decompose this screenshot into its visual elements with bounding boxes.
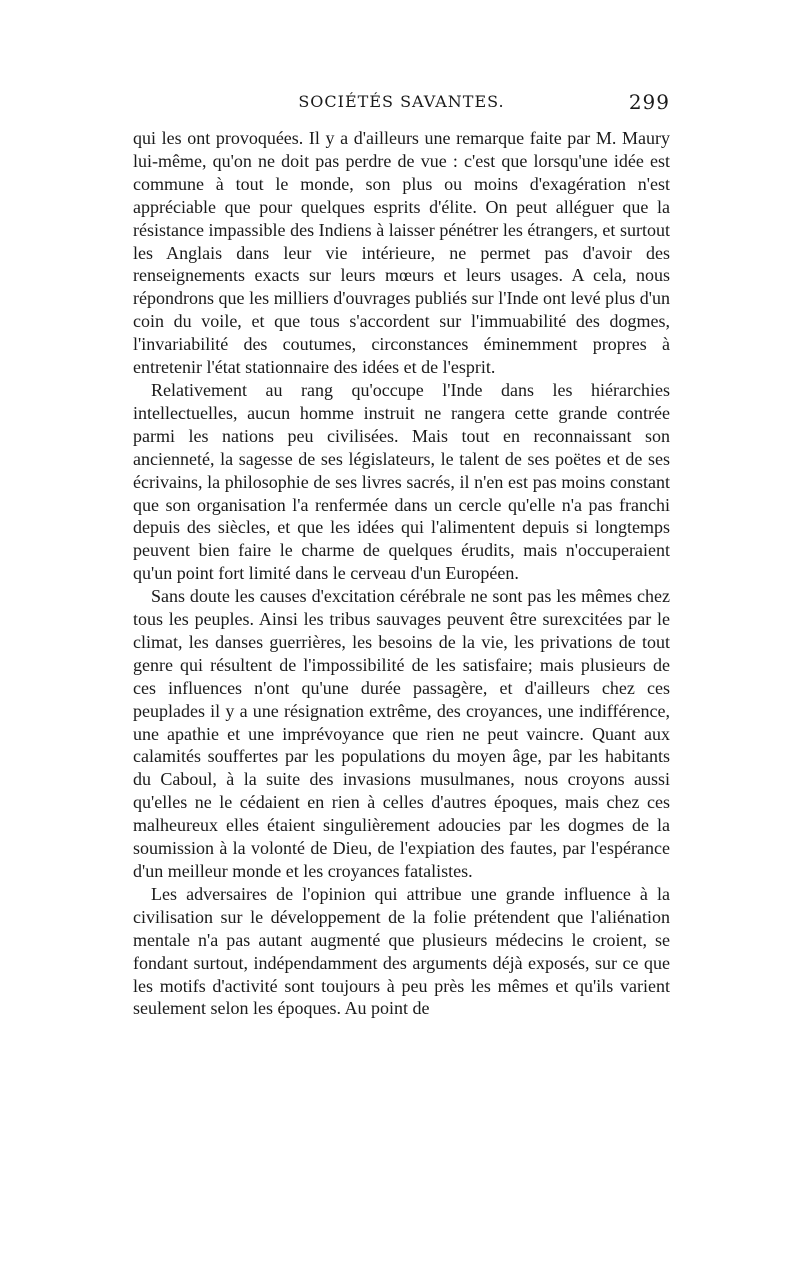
running-head — [133, 90, 670, 114]
paragraph-1: qui les ont provoquées. Il y a d'ailleurs une remarque faite par M. Maury lui-même, qu'on ne doit pas perdre de vue : c'est que lorsqu'une idée est commune à tout le monde, son plus ou moins d'exagération n'est appréciable que pour quelques esprits d'élite. On peut alléguer que la résistance impassible des Indiens à laisser pénétrer les étrangers, et surtout les Anglais dans leur vie intérieure, ne permet pas d'avoir des renseignements exacts sur leurs mœurs et leurs usages. A cela, nous répondrons que les milliers d'ouvrages publiés sur l'Inde ont levé plus d'un coin du voile, et que tous s'accordent sur l'immuabilité des dogmes, l'invariabilité des coutumes, circonstances éminemment propres à entretenir l'état stationnaire des idées et de l'esprit. — [133, 128, 670, 378]
page-number: 299 — [628, 90, 670, 114]
running-title: SOCIÉTÉS SAVANTES. — [298, 92, 505, 111]
paragraph-4: Les adversaires de l'opinion qui attribue une grande influence à la civilisation sur le développement de la folie prétendent que l'aliénation mentale n'a pas autant augmenté que plusieurs médecins le croient, se fondant surtout, indépendamment des arguments déjà exposés, sur ce que les motifs d'activité sont toujours à peu près les mêmes et qu'ils varient seulement selon les époques. Au point de — [133, 883, 670, 1019]
paragraph-3: Sans doute les causes d'excitation cérébrale ne sont pas les mêmes chez tous les peuples. Ainsi les tribus sauvages peuvent être surexcitées par le climat, les danses guerrières, les besoins de la vie, les privations de tout genre qui résultent de l'impossibilité de les satisfaire; mais plusieurs de ces influences n'ont qu'une durée passagère, et d'ailleurs chez ces peuplades il y a une résignation extrême, des croyances, une indifférence, une apathie et une imprévoyance que rien ne peut vaincre. Quant aux calamités souffertes par les populations du moyen âge, par les habitants du Caboul, à la suite des invasions musulmanes, nous croyons aussi qu'elles ne le cédaient en rien à celles d'autres époques, mais chez ces malheureux elles étaient singulièrement adoucies par les dogmes de la soumission à la volonté de Dieu, de l'expiation des fautes, par l'espérance d'un meilleur monde et les croyances fatalistes. — [133, 586, 670, 881]
text-block — [133, 127, 670, 1020]
paragraph-2: Relativement au rang qu'occupe l'Inde dans les hiérarchies intellectuelles, aucun homme instruit ne rangera cette grande contrée parmi les nations peu civilisées. Mais tout en reconnaissant son ancienneté, la sagesse de ses législateurs, le talent de ses poëtes et de ses écrivains, la philosophie de ses livres sacrés, il n'en est pas moins constant que son organisation l'a renfermée dans un cercle qu'elle n'a pas franchi depuis des siècles, et que les idées qui l'alimentent depuis si longtemps peuvent bien faire le charme de quelques érudits, mais n'occuperaient qu'un point fort limité dans le cerveau d'un Européen. — [133, 379, 670, 584]
